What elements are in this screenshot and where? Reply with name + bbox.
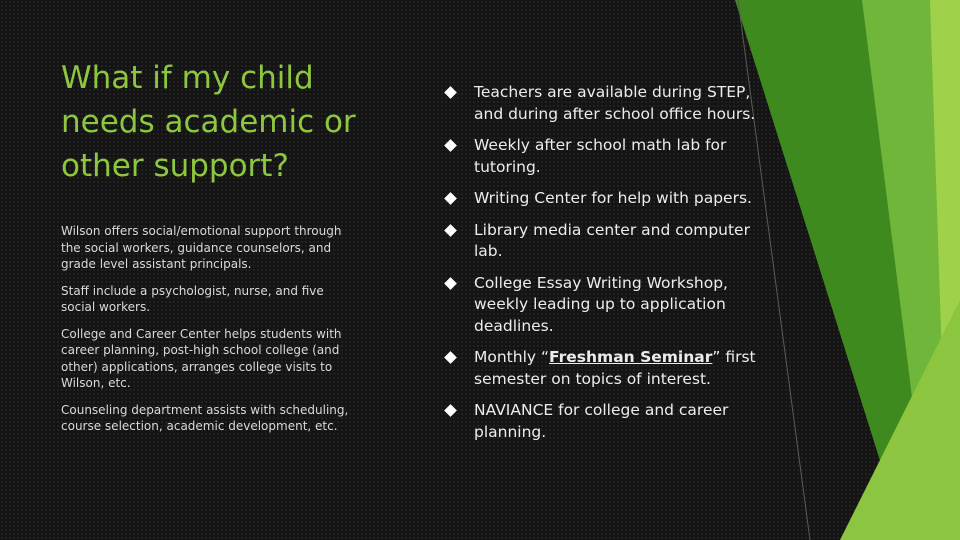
left-text-block bbox=[61, 223, 361, 445]
bullet-item bbox=[446, 135, 776, 178]
bullet-text: Weekly after school math lab for tutoring. bbox=[474, 136, 727, 176]
left-paragraph: College and Career Center helps students with career planning, post-high school college (and other) applications, arranges college visits to Wilson, etc. bbox=[61, 326, 342, 390]
diamond-bullet-icon bbox=[444, 277, 457, 290]
bullet-item bbox=[446, 188, 776, 210]
left-paragraph: Staff include a psychologist, nurse, and five social workers. bbox=[61, 283, 324, 314]
support-bullet-list bbox=[446, 82, 776, 453]
bullet-text: NAVIANCE for college and career planning. bbox=[474, 401, 729, 441]
diamond-bullet-icon bbox=[444, 86, 457, 99]
bullet-item bbox=[446, 82, 776, 125]
bullet-text-suffix: ” first semester on topics of interest. bbox=[474, 348, 756, 388]
slide-title: What if my child needs academic or other support? bbox=[61, 60, 356, 184]
bullet-text: Writing Center for help with papers. bbox=[474, 189, 752, 207]
bullet-text-prefix: Monthly “ bbox=[474, 348, 550, 366]
diamond-bullet-icon bbox=[444, 139, 457, 152]
diamond-bullet-icon bbox=[444, 404, 457, 417]
bullet-text: Teachers are available during STEP, and during after school office hours. bbox=[474, 83, 756, 123]
freshman-seminar-link[interactable]: Freshman Seminar bbox=[549, 348, 713, 366]
diamond-bullet-icon bbox=[444, 224, 457, 237]
diamond-bullet-icon bbox=[444, 192, 457, 205]
bullet-item bbox=[446, 220, 776, 263]
bullet-item bbox=[446, 273, 776, 338]
bullet-text: Library media center and computer lab. bbox=[474, 220, 750, 260]
bullet-item bbox=[446, 347, 776, 390]
bullet-text: College Essay Writing Workshop, weekly leading up to application deadlines. bbox=[474, 273, 728, 335]
left-paragraph: Wilson offers social/emotional support through the social workers, guidance counselors, and grade level assistant principals. bbox=[61, 224, 342, 271]
bullet-item bbox=[446, 400, 776, 443]
left-paragraph: Counseling department assists with scheduling, course selection, academic development, etc. bbox=[61, 402, 349, 433]
diamond-bullet-icon bbox=[444, 351, 457, 364]
